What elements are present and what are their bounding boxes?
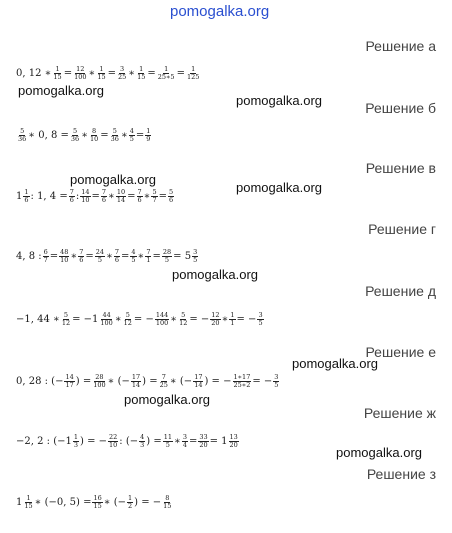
fraction-numerator: 5 xyxy=(63,311,69,319)
equation-text: 0, 28 : (− xyxy=(16,376,64,387)
fraction xyxy=(99,312,113,327)
equation-text: ∗ xyxy=(137,251,145,262)
fraction-denominator: 4 xyxy=(182,441,187,449)
equation-text: ∗ xyxy=(81,130,88,141)
equation-text: ∗ xyxy=(170,314,178,325)
fraction xyxy=(198,434,208,449)
fraction-numerator: 28 xyxy=(95,373,104,381)
fraction xyxy=(59,249,69,264)
fraction-numerator: 10 xyxy=(116,188,126,196)
fraction-denominator: 25 xyxy=(159,381,168,389)
fraction xyxy=(127,495,133,510)
fraction-numerator: 44 xyxy=(102,311,111,319)
fraction-denominator: 6 xyxy=(114,256,119,264)
fraction-denominator: 6 xyxy=(24,196,29,204)
fraction-denominator: 5 xyxy=(131,256,136,264)
equation-text: = − xyxy=(236,314,257,325)
equation-text: 0, 12 ∗ xyxy=(16,68,52,79)
equation-text: ) = − xyxy=(204,376,232,387)
equation-text: = xyxy=(107,68,116,79)
fraction-numerator: 17 xyxy=(194,373,203,381)
fraction-denominator: 100 xyxy=(74,73,87,81)
equation-text: ) = xyxy=(146,436,162,447)
fraction xyxy=(186,66,200,81)
equation-text: = −1 xyxy=(72,314,99,325)
fraction-denominator: 14 xyxy=(131,381,141,389)
equation-text: ∗ xyxy=(174,436,181,447)
fraction xyxy=(182,434,188,449)
fraction-denominator: 6 xyxy=(69,196,74,204)
fraction-denominator: 7 xyxy=(43,256,48,264)
equation-text: = − xyxy=(189,314,210,325)
fraction-numerator: 6 xyxy=(43,248,48,256)
equation-text: ∗ xyxy=(108,191,115,202)
fraction-numerator: 3 xyxy=(258,311,263,319)
equation-text: ∗ xyxy=(70,251,78,262)
fraction xyxy=(157,66,176,81)
equation-text: ) = − xyxy=(79,436,108,447)
fraction-denominator: 36 xyxy=(18,135,27,143)
fraction-numerator: 8 xyxy=(165,494,170,502)
fraction-numerator: 5 xyxy=(152,188,157,196)
solution-header-a: Решение а xyxy=(365,38,436,54)
equation-text: = xyxy=(85,251,94,262)
fraction xyxy=(129,128,135,143)
fraction xyxy=(17,128,27,143)
equation-text: ∗ (− xyxy=(107,376,130,387)
fraction-denominator: 20 xyxy=(229,441,238,449)
fraction xyxy=(101,189,107,204)
fraction-numerator: 1 xyxy=(128,494,133,502)
fraction-numerator: 5 xyxy=(72,127,78,135)
fraction-denominator: 25 xyxy=(117,73,127,81)
fraction-denominator: 15 xyxy=(53,73,62,81)
equation-text: = − xyxy=(133,314,154,325)
fraction xyxy=(114,249,120,264)
fraction xyxy=(52,66,62,81)
equation-text: −1, 44 ∗ xyxy=(16,314,60,325)
equation-z xyxy=(16,495,173,510)
solution-header-v: Решение в xyxy=(365,160,436,176)
equation-b xyxy=(16,128,152,143)
fraction-numerator: 16 xyxy=(93,494,102,502)
fraction xyxy=(130,249,136,264)
equation-text: : 1, 4 = xyxy=(30,191,68,202)
equation-text: = xyxy=(121,251,130,262)
fraction-denominator: 5 xyxy=(97,256,102,264)
solution-header-z: Решение з xyxy=(366,466,436,482)
fraction-numerator: 8 xyxy=(92,127,97,135)
fraction xyxy=(92,495,102,510)
fraction xyxy=(70,128,80,143)
fraction xyxy=(73,66,87,81)
equation-text: ∗ xyxy=(114,314,122,325)
fraction-numerator: 48 xyxy=(60,248,69,256)
equation-text: = 1 xyxy=(209,436,228,447)
fraction-numerator: 5 xyxy=(20,127,25,135)
equation-text: ) = xyxy=(142,376,158,387)
solution-header-b: Решение б xyxy=(365,100,436,116)
watermark: pomogalka.org xyxy=(70,172,156,187)
fraction xyxy=(145,249,151,264)
fraction-numerator: 13 xyxy=(229,433,238,441)
fraction xyxy=(151,189,157,204)
fraction-denominator: 14 xyxy=(116,196,126,204)
fraction xyxy=(163,434,173,449)
fraction-denominator: 6 xyxy=(137,196,142,204)
fraction xyxy=(92,374,106,389)
fraction xyxy=(78,249,84,264)
fraction-denominator: 15 xyxy=(163,502,172,510)
equation-text: = xyxy=(147,68,156,79)
fraction xyxy=(229,434,239,449)
fraction-numerator: 12 xyxy=(76,65,85,73)
watermark: pomogalka.org xyxy=(236,180,322,195)
fraction xyxy=(136,66,146,81)
equation-text: = xyxy=(158,191,167,202)
fraction-numerator: 1 xyxy=(164,65,169,73)
fraction-numerator: 1 xyxy=(146,127,151,135)
fraction xyxy=(73,434,79,449)
equation-text: ) = − xyxy=(134,497,162,508)
equation-text: ∗ xyxy=(120,130,128,141)
fraction-numerator: 22 xyxy=(109,433,118,441)
fraction-numerator: 1 xyxy=(99,65,104,73)
watermark: pomogalka.org xyxy=(236,93,322,108)
equation-text: ∗ 0, 8 = xyxy=(28,130,69,141)
fraction xyxy=(123,312,133,327)
fraction xyxy=(116,189,126,204)
fraction-numerator: 7 xyxy=(146,248,151,256)
fraction-denominator: 36 xyxy=(70,135,80,143)
fraction-numerator: 7 xyxy=(101,188,107,196)
fraction-numerator: 5 xyxy=(125,311,130,319)
solution-header-zh: Решение ж xyxy=(363,405,436,421)
watermark: pomogalka.org xyxy=(336,445,422,460)
fraction xyxy=(210,312,220,327)
equation-text: = xyxy=(100,130,109,141)
equation-text: = 5 xyxy=(173,251,192,262)
fraction-denominator: 7 xyxy=(152,196,157,204)
fraction xyxy=(110,128,120,143)
fraction-denominator: 5 xyxy=(258,319,263,327)
fraction xyxy=(178,312,188,327)
fraction xyxy=(155,312,169,327)
fraction xyxy=(192,249,198,264)
fraction xyxy=(229,312,235,327)
watermark: pomogalka.org xyxy=(172,267,258,282)
fraction xyxy=(96,66,106,81)
fraction-denominator: 10 xyxy=(81,196,90,204)
fraction-denominator: 100 xyxy=(155,319,169,327)
fraction xyxy=(23,189,29,204)
watermark: pomogalka.org xyxy=(124,392,210,407)
fraction-numerator: 12 xyxy=(211,311,220,319)
fraction-numerator: 3 xyxy=(182,433,187,441)
fraction xyxy=(64,374,74,389)
fraction xyxy=(273,374,279,389)
equation-text: 1 xyxy=(16,497,23,508)
equation-text: = xyxy=(91,191,100,202)
fraction xyxy=(159,374,169,389)
fraction xyxy=(108,434,118,449)
fraction-denominator: 15 xyxy=(24,502,33,510)
fraction xyxy=(95,249,105,264)
equation-text: ∗ xyxy=(221,314,229,325)
fraction-denominator: 5 xyxy=(274,381,279,389)
fraction-numerator: 7 xyxy=(161,373,166,381)
equation-e xyxy=(16,374,280,389)
fraction xyxy=(162,249,172,264)
fraction-denominator: 15 xyxy=(137,73,146,81)
fraction-numerator: 28 xyxy=(162,248,172,256)
fraction xyxy=(193,374,203,389)
fraction-denominator: 10 xyxy=(60,256,69,264)
fraction xyxy=(43,249,49,264)
fraction-denominator: 15 xyxy=(93,502,102,510)
watermark-top[interactable]: pomogalka.org xyxy=(170,3,270,20)
fraction-numerator: 1 xyxy=(230,311,235,319)
equation-text: ∗ xyxy=(88,68,96,79)
fraction-denominator: 12 xyxy=(61,319,71,327)
fraction-denominator: 25∗2 xyxy=(233,381,251,389)
fraction-denominator: 36 xyxy=(110,135,119,143)
equation-text: = xyxy=(188,436,198,447)
fraction-numerator: 4 xyxy=(129,127,134,135)
fraction-numerator: 3 xyxy=(193,248,198,256)
fraction-denominator: 5 xyxy=(193,256,198,264)
fraction xyxy=(168,189,174,204)
fraction-denominator: 3 xyxy=(73,441,78,449)
equation-text: 4, 8 : xyxy=(16,251,42,262)
equation-text: 1 xyxy=(16,191,23,202)
fraction-numerator: 7 xyxy=(69,188,74,196)
fraction-denominator: 3 xyxy=(140,441,145,449)
fraction-numerator: 7 xyxy=(79,248,84,256)
fraction-denominator: 100 xyxy=(93,381,106,389)
fraction-numerator: 1 xyxy=(139,65,144,73)
equation-text: ) = xyxy=(75,376,92,387)
equation-text: ∗ (− xyxy=(169,376,193,387)
equation-text: ∗ xyxy=(106,251,113,262)
fraction xyxy=(139,434,145,449)
equation-text: = xyxy=(49,251,59,262)
fraction-numerator: 3 xyxy=(274,373,279,381)
fraction xyxy=(145,128,151,143)
fraction-denominator: 6 xyxy=(168,196,174,204)
equation-text: = xyxy=(63,68,73,79)
fraction-denominator: 5 xyxy=(129,135,134,143)
equation-v xyxy=(16,189,175,204)
fraction-numerator: 1 xyxy=(24,188,29,196)
fraction xyxy=(117,66,127,81)
fraction-numerator: 1 xyxy=(73,433,78,441)
equation-text: : xyxy=(75,191,80,202)
fraction-denominator: 5 xyxy=(164,256,170,264)
fraction-numerator: 1 xyxy=(26,494,31,502)
solution-header-d: Решение д xyxy=(365,283,436,299)
fraction-denominator: 10 xyxy=(109,441,118,449)
fraction-denominator: 1 xyxy=(230,319,235,327)
fraction xyxy=(137,189,143,204)
fraction-denominator: 10 xyxy=(89,135,99,143)
equation-zh xyxy=(16,434,240,449)
fraction-numerator: 4 xyxy=(140,433,145,441)
fraction-denominator: 125 xyxy=(186,73,200,81)
equation-text: ∗ xyxy=(143,191,151,202)
fraction xyxy=(69,189,75,204)
equation-text: = − xyxy=(252,376,273,387)
fraction-denominator: 17 xyxy=(65,381,74,389)
fraction xyxy=(23,495,33,510)
fraction xyxy=(233,374,252,389)
fraction-numerator: 17 xyxy=(131,373,141,381)
fraction-denominator: 5 xyxy=(165,441,170,449)
equation-g xyxy=(16,249,199,264)
equation-text: = xyxy=(135,130,145,141)
fraction-denominator: 6 xyxy=(79,256,84,264)
fraction-denominator: 25∗5 xyxy=(157,73,175,81)
fraction xyxy=(89,128,99,143)
equation-text: : (− xyxy=(119,436,139,447)
fraction-numerator: 33 xyxy=(199,433,208,441)
fraction xyxy=(80,189,90,204)
fraction-numerator: 1∗17 xyxy=(233,373,251,381)
fraction xyxy=(257,312,263,327)
fraction-denominator: 20 xyxy=(211,319,220,327)
equation-text: = xyxy=(176,68,185,79)
fraction-numerator: 1 xyxy=(191,65,196,73)
fraction-denominator: 1 xyxy=(146,256,151,264)
equation-a xyxy=(16,66,201,81)
fraction-numerator: 14 xyxy=(81,188,90,196)
equation-text: ∗ (− xyxy=(103,497,126,508)
fraction-denominator: 20 xyxy=(199,441,208,449)
equation-text: ∗ xyxy=(128,68,136,79)
fraction-numerator: 3 xyxy=(120,65,125,73)
fraction-numerator: 5 xyxy=(112,127,117,135)
fraction-numerator: 7 xyxy=(114,248,119,256)
equation-text: ∗ (−0, 5) = xyxy=(34,497,92,508)
fraction-numerator: 11 xyxy=(163,433,173,441)
fraction-denominator: 6 xyxy=(101,196,107,204)
solution-header-e: Решение е xyxy=(365,344,436,360)
solution-header-g: Решение г xyxy=(368,221,436,237)
equation-text: −2, 2 : (−1 xyxy=(16,436,72,447)
fraction-denominator: 2 xyxy=(128,502,133,510)
fraction-denominator: 100 xyxy=(100,319,113,327)
fraction-numerator: 14 xyxy=(65,373,74,381)
fraction-denominator: 14 xyxy=(194,381,203,389)
equation-text: = xyxy=(152,251,161,262)
fraction xyxy=(162,495,172,510)
fraction xyxy=(61,312,71,327)
fraction-numerator: 4 xyxy=(131,248,136,256)
fraction-numerator: 5 xyxy=(181,311,186,319)
watermark: pomogalka.org xyxy=(18,83,104,98)
watermark: pomogalka.org xyxy=(292,356,378,371)
equation-text: = xyxy=(127,191,136,202)
fraction xyxy=(131,374,141,389)
fraction-numerator: 24 xyxy=(95,248,105,256)
fraction-numerator: 144 xyxy=(155,311,169,319)
fraction-numerator: 1 xyxy=(55,65,60,73)
fraction-numerator: 7 xyxy=(137,188,142,196)
equation-d xyxy=(16,312,265,327)
fraction-denominator: 12 xyxy=(179,319,188,327)
fraction-denominator: 15 xyxy=(97,73,106,81)
fraction-numerator: 5 xyxy=(168,188,174,196)
fraction-denominator: 12 xyxy=(123,319,132,327)
fraction-denominator: 9 xyxy=(146,135,151,143)
